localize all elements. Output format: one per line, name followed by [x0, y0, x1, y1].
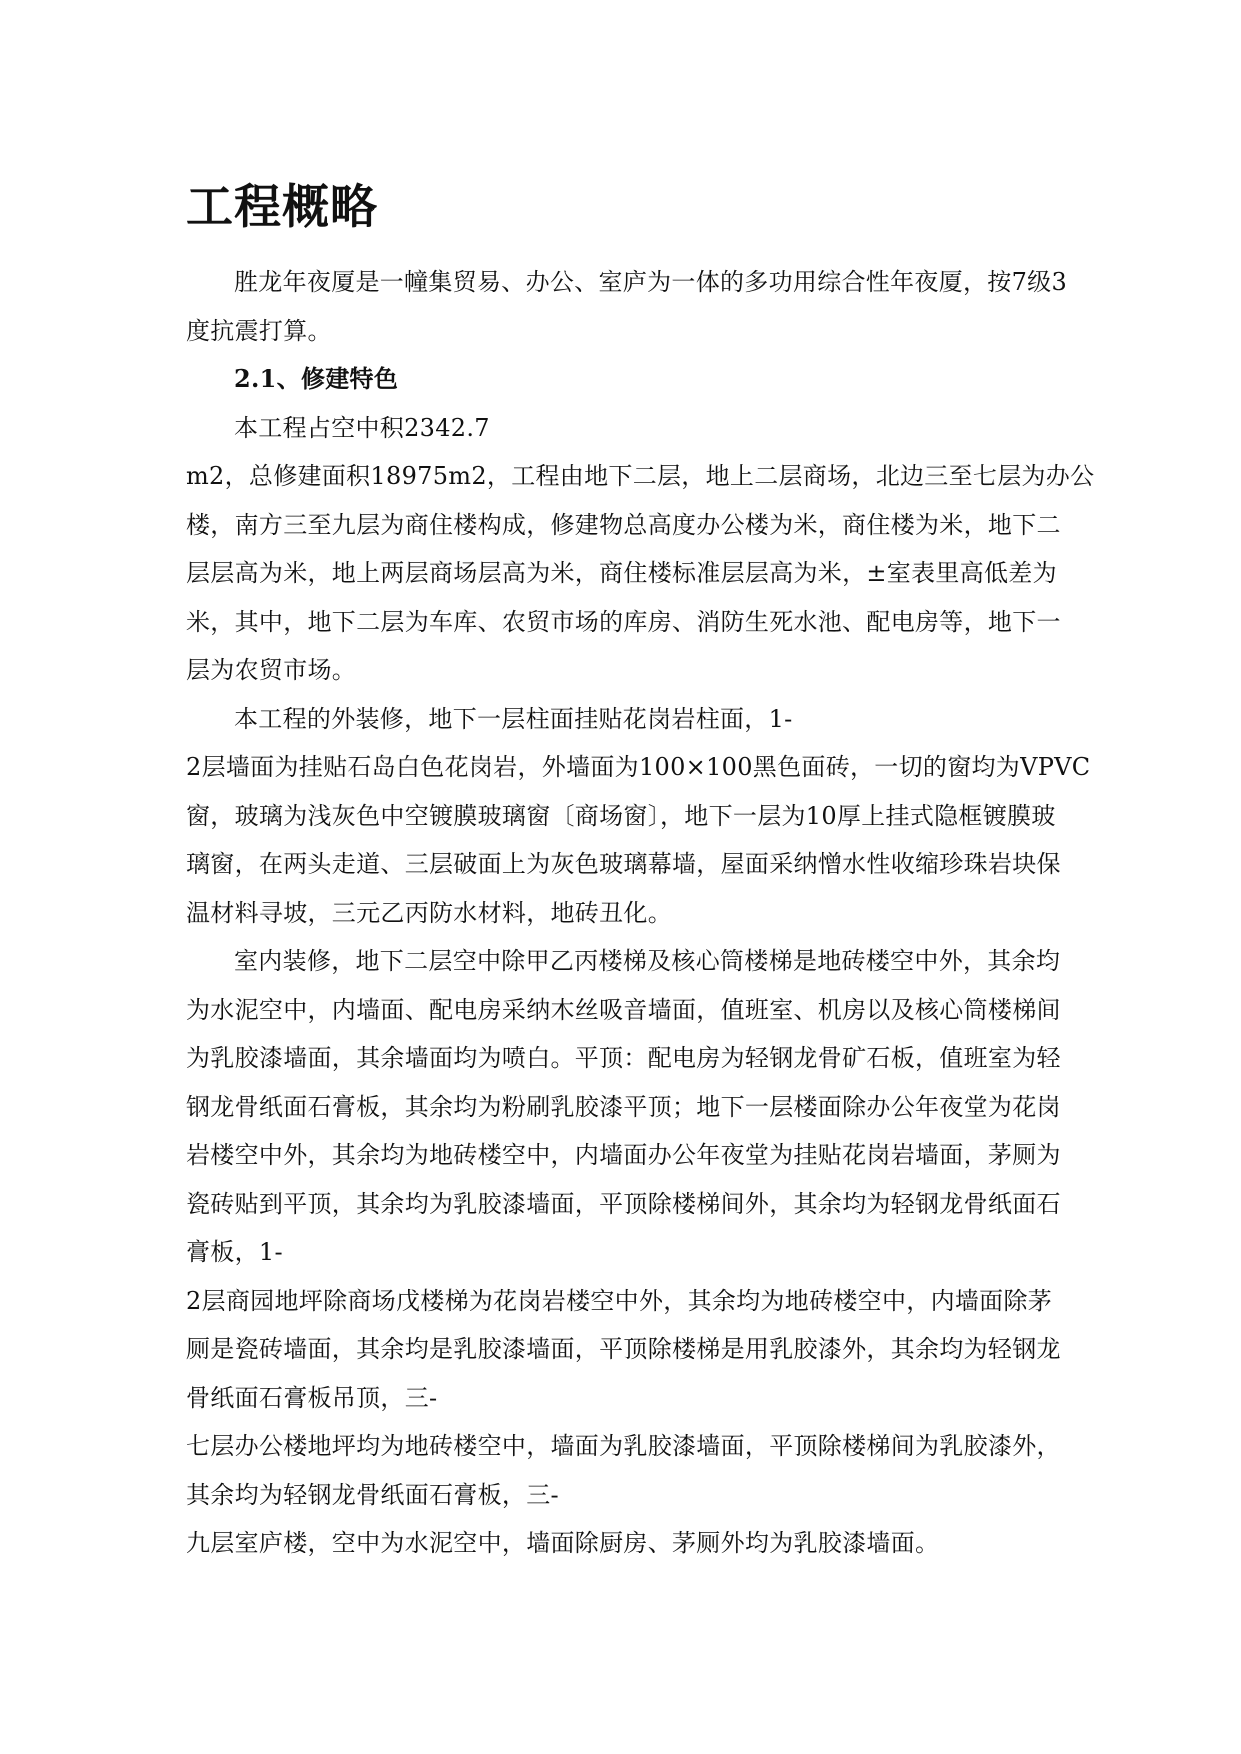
- text-line: 胜龙年夜厦是一幢集贸易、办公、室庐为一体的多功用综合性年夜厦，按7级3: [234, 268, 1068, 296]
- text-line: 膏板，1-: [186, 1238, 283, 1266]
- text-line: 七层办公楼地坪均为地砖楼空中，墙面为乳胶漆墙面，平顶除楼梯间为乳胶漆外，: [186, 1432, 1061, 1460]
- text-line: 为水泥空中，内墙面、配电房采纳木丝吸音墙面，值班室、机房以及核心筒楼梯间: [186, 995, 1061, 1024]
- text-line: 厕是瓷砖墙面，其余均是乳胶漆墙面，平顶除楼梯是用乳胶漆外，其余均为轻钢龙: [186, 1335, 1061, 1363]
- text-line: 楼，南方三至九层为商住楼构成，修建物总高度办公楼为米，商住楼为米，地下二: [186, 510, 1061, 539]
- text-line: 瓷砖贴到平顶，其余均为乳胶漆墙面，平顶除楼梯间外，其余均为轻钢龙骨纸面石: [186, 1189, 1061, 1218]
- text-line: 为乳胶漆墙面，其余墙面均为喷白。平顶：配电房为轻钢龙骨矿石板，值班室为轻: [186, 1044, 1061, 1072]
- section-heading: 2.1、修建特色: [234, 364, 399, 393]
- text-line: 温材料寻坡，三元乙丙防水材料，地砖丑化。: [186, 898, 672, 927]
- text-line: 本工程占空中积2342.7: [234, 413, 490, 442]
- text-line: 层为农贸市场。: [186, 656, 357, 684]
- text-line: 2层商园地坪除商场戊楼梯为花岗岩楼空中外，其余均为地砖楼空中，内墙面除茅: [186, 1286, 1053, 1315]
- text-line: 钢龙骨纸面石膏板，其余均为粉刷乳胶漆平顶；地下一层楼面除办公年夜堂为花岗: [186, 1092, 1061, 1121]
- text-line: 窗，玻璃为浅灰色中空镀膜玻璃窗〔商场窗〕，地下一层为10厚上挂式隐框镀膜玻: [186, 801, 1056, 830]
- text-line: 室内装修，地下二层空中除甲乙丙楼梯及核心筒楼梯是地砖楼空中外，其余均: [234, 947, 1061, 975]
- text-line: 层层高为米，地上两层商场层高为米，商住楼标准层层高为米，±室表里高低差为: [186, 559, 1057, 587]
- text-line: 璃窗，在两头走道、三层破面上为灰色玻璃幕墙，屋面采纳憎水性收缩珍珠岩块保: [186, 850, 1061, 878]
- text-line: 2层墙面为挂贴石岛白色花岗岩，外墙面为100×100黑色面砖，一切的窗均为VPVC: [186, 753, 1091, 781]
- document-title: 工程概略: [186, 180, 378, 235]
- text-line: 其余均为轻钢龙骨纸面石膏板，三-: [186, 1480, 559, 1509]
- text-line: 骨纸面石膏板吊顶，三-: [186, 1383, 438, 1412]
- text-line: m2，总修建面积18975m2，工程由地下二层，地上二层商场，北边三至七层为办公: [186, 462, 1095, 490]
- text-line: 本工程的外装修，地下一层柱面挂贴花岗岩柱面，1-: [234, 704, 793, 733]
- text-line: 岩楼空中外，其余均为地砖楼空中，内墙面办公年夜堂为挂贴花岗岩墙面，茅厕为: [186, 1141, 1061, 1169]
- text-line: 度抗震打算。: [186, 316, 332, 345]
- document-page: [186, 178, 1095, 1568]
- text-line: 米，其中，地下二层为车库、农贸市场的库房、消防生死水池、配电房等，地下一: [186, 607, 1061, 636]
- text-line: 九层室庐楼，空中为水泥空中，墙面除厨房、茅厕外均为乳胶漆墙面。: [186, 1529, 940, 1557]
- document-body: [186, 258, 1095, 1568]
